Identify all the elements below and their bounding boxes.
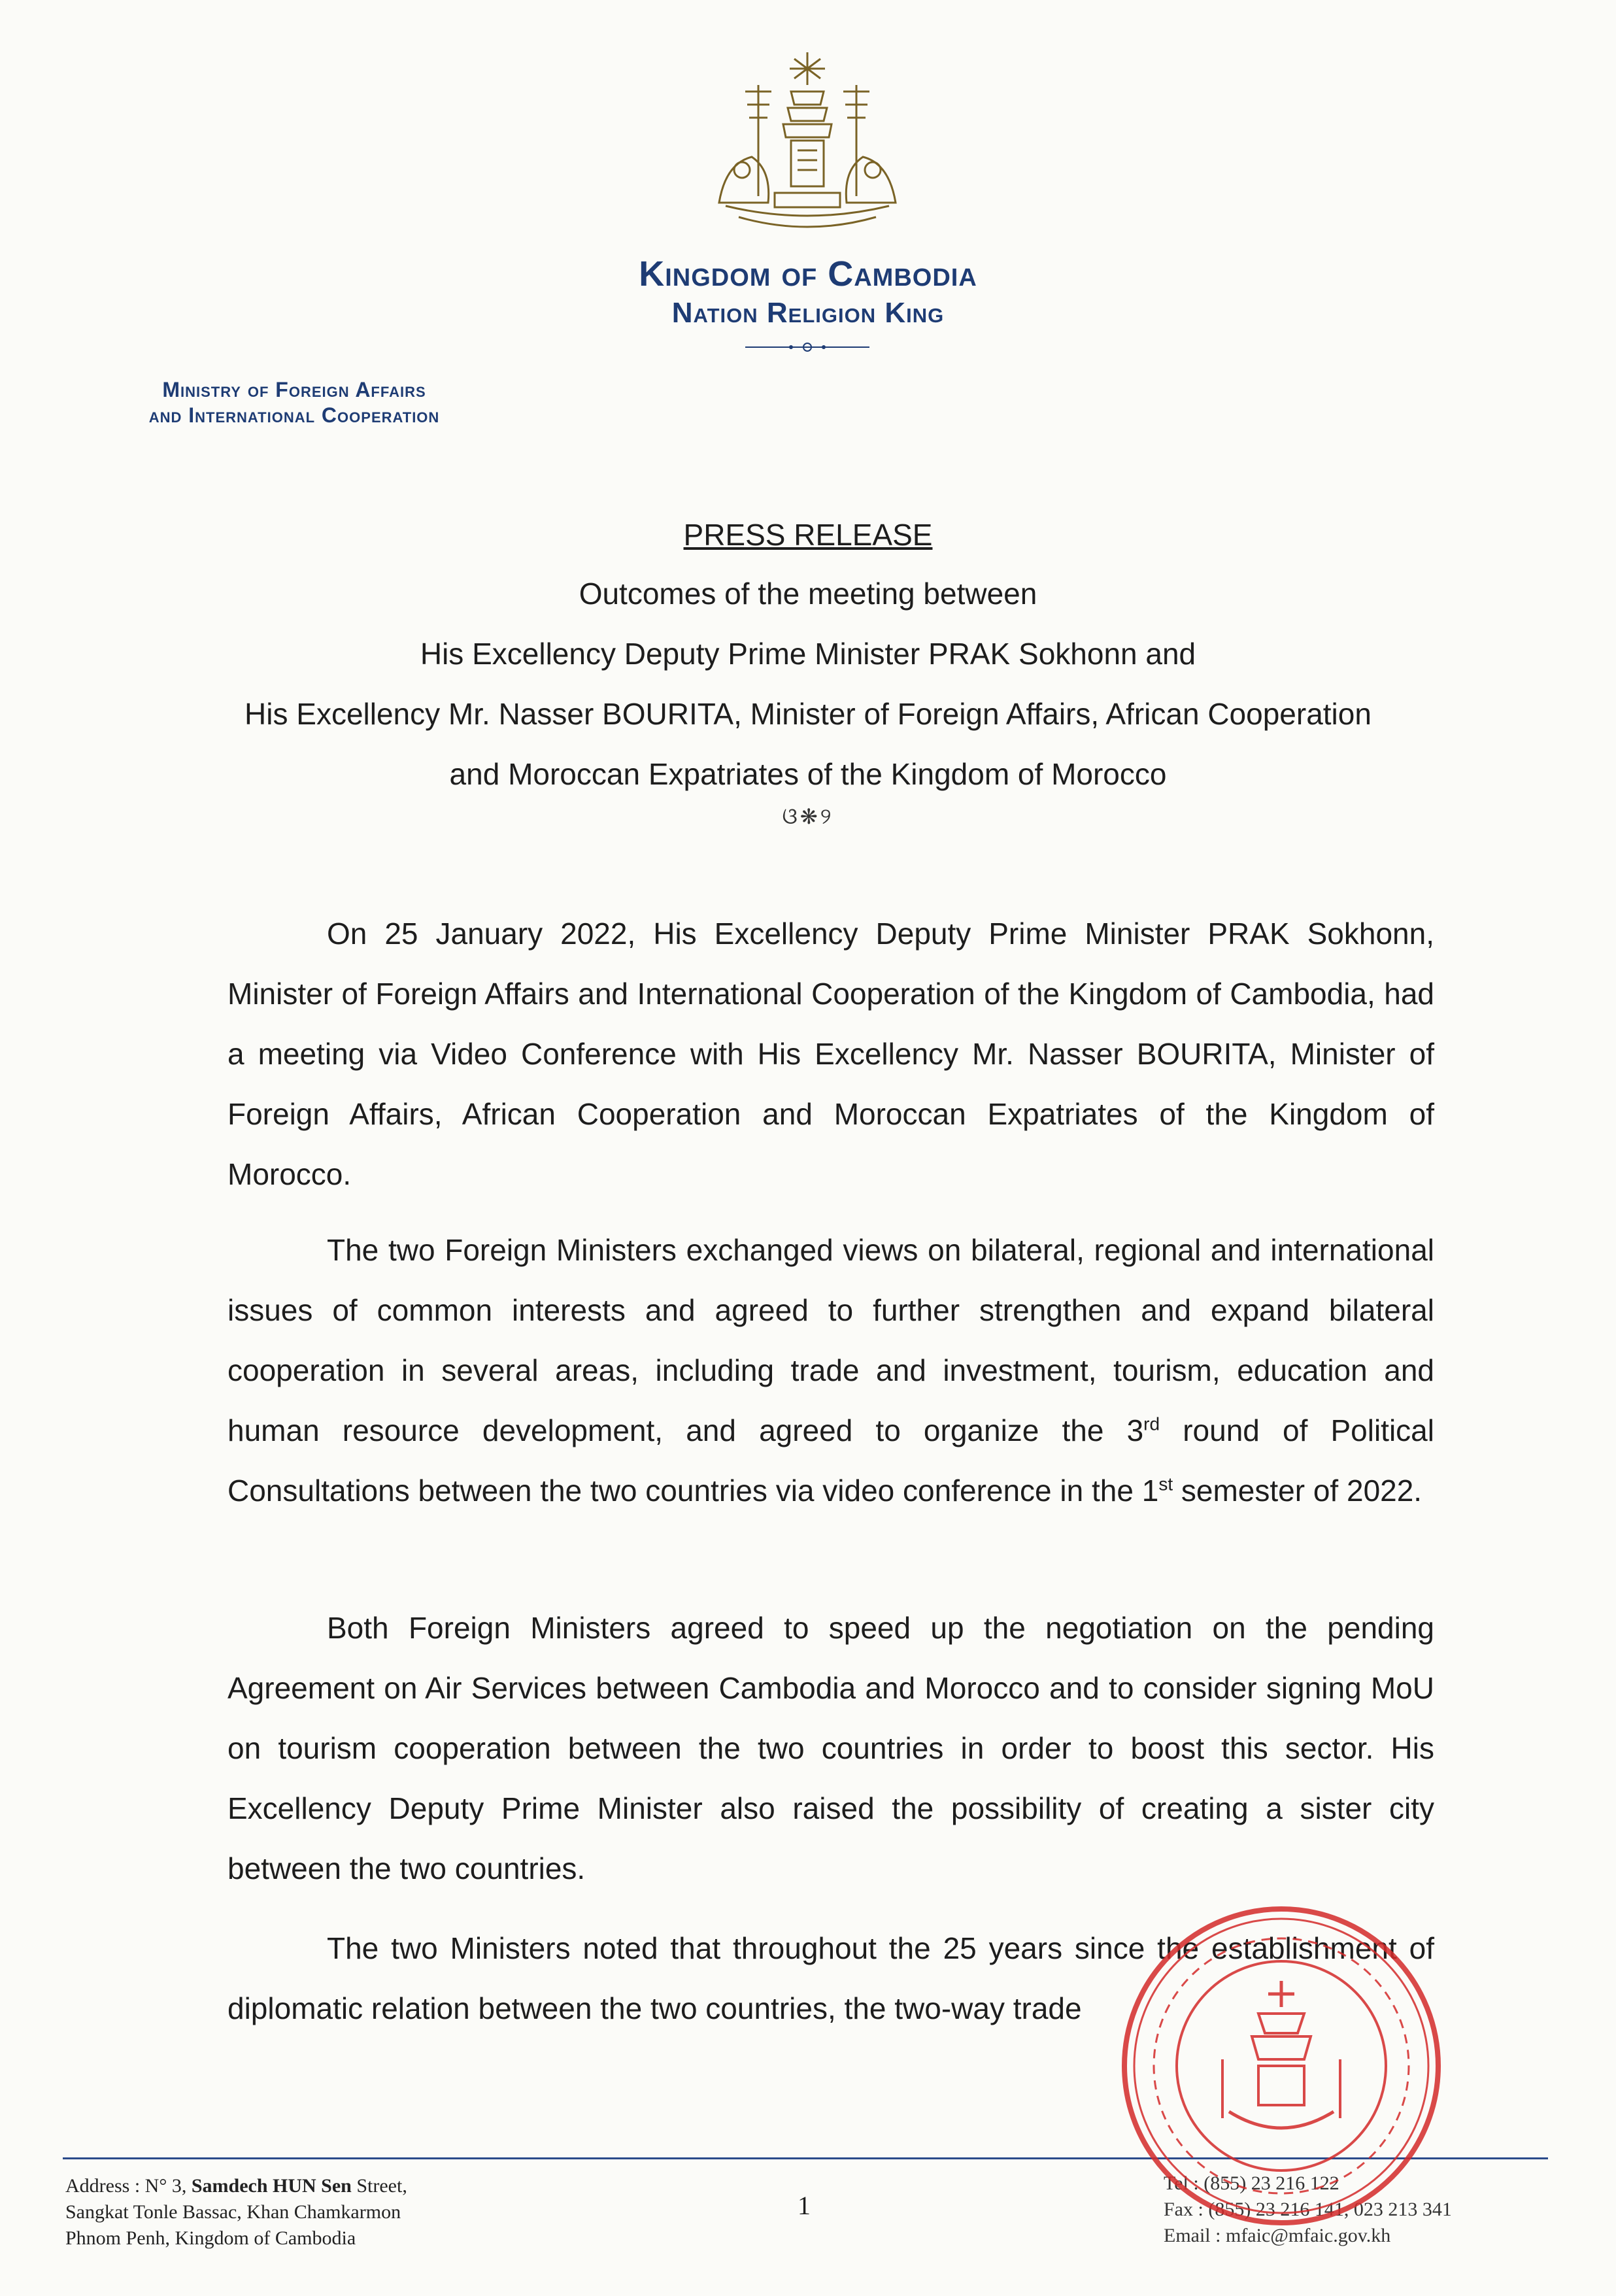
official-seal-stamp-icon	[1111, 1896, 1451, 2236]
paragraph-2-part-a: The two Foreign Ministers exchanged views on bilateral, regional and international issues of common interests and agreed to further strengthen and expand bilateral cooperation in several areas, including trade and investment, tourism, education and human resource development, and agreed to organize the 3	[227, 1233, 1434, 1447]
ordinal-st: st	[1158, 1474, 1173, 1494]
title-line3: His Excellency Mr. Nasser BOURITA, Minister of Foreign Affairs, African Cooperation	[244, 697, 1372, 731]
address-line3: Phnom Penh, Kingdom of Cambodia	[65, 2227, 356, 2249]
country-name: Kingdom of Cambodia	[639, 254, 977, 294]
royal-arms-emblem-icon	[706, 46, 909, 242]
national-motto: Nation Religion King	[671, 297, 945, 329]
paragraph-2-part-c: semester of 2022.	[1173, 1474, 1422, 1508]
ministry-name-line1: Ministry of Foreign Affairs	[162, 378, 426, 401]
paragraph-2	[227, 1220, 1434, 1521]
ordinal-rd: rd	[1143, 1413, 1160, 1434]
address-line2: Sangkat Tonle Bassac, Khan Chamkarmon	[65, 2201, 401, 2223]
title-line1: Outcomes of the meeting between	[579, 577, 1037, 611]
footer-address	[65, 2173, 407, 2252]
paragraph-3: Both Foreign Ministers agreed to speed up the negotiation on the pending Agreement on Air Services between Cambodia and Morocco and to consider signing MoU on tourism cooperation between the two countries in order to boost this sector. His Excellency Deputy Prime Minister also raised the possibility of creating a sister city between the two countries.	[227, 1611, 1434, 1885]
page-number: 1	[798, 2191, 811, 2220]
paragraph-4: The two Ministers noted that throughout the 25 years since the establishment of diplomatic relation between the two countries, the two-way trade	[227, 1931, 1434, 2025]
title-line4: and Moroccan Expatriates of the Kingdom of Morocco	[449, 757, 1167, 791]
ministry-name-line2: and International Cooperation	[148, 403, 440, 427]
contact-email: Email : mfaic@mfaic.gov.kh	[1164, 2225, 1391, 2246]
contact-fax: Fax : (855) 23 216 141, 023 213 341	[1164, 2199, 1452, 2220]
title-line2: His Excellency Deputy Prime Minister PRAK Sokhonn and	[420, 637, 1196, 671]
paragraph-1: On 25 January 2022, His Excellency Deputy Prime Minister PRAK Sokhonn, Minister of Foreign Affairs and International Cooperation of the Kingdom of Cambodia, had a meeting via Video Conference with His Excellency Mr. Nasser BOURITA, Minister of Foreign Affairs, African Cooperation and Moroccan Expatriates of the Kingdom of Morocco.	[227, 917, 1434, 1191]
press-release-label: PRESS RELEASE	[683, 518, 933, 552]
motto-divider-ornament-icon	[739, 340, 876, 354]
paragraph-2-part-b: round of Political Consultations between the two countries via video conference in the 1	[227, 1413, 1434, 1508]
contact-tel: Tel : (855) 23 216 122	[1164, 2172, 1339, 2194]
address-street-name: Samdech HUN Sen	[191, 2175, 352, 2197]
address-line1: Address : N° 3, Samdech HUN Sen Street,	[65, 2175, 407, 2197]
title-ornament: ଓ❋୨	[782, 804, 834, 829]
